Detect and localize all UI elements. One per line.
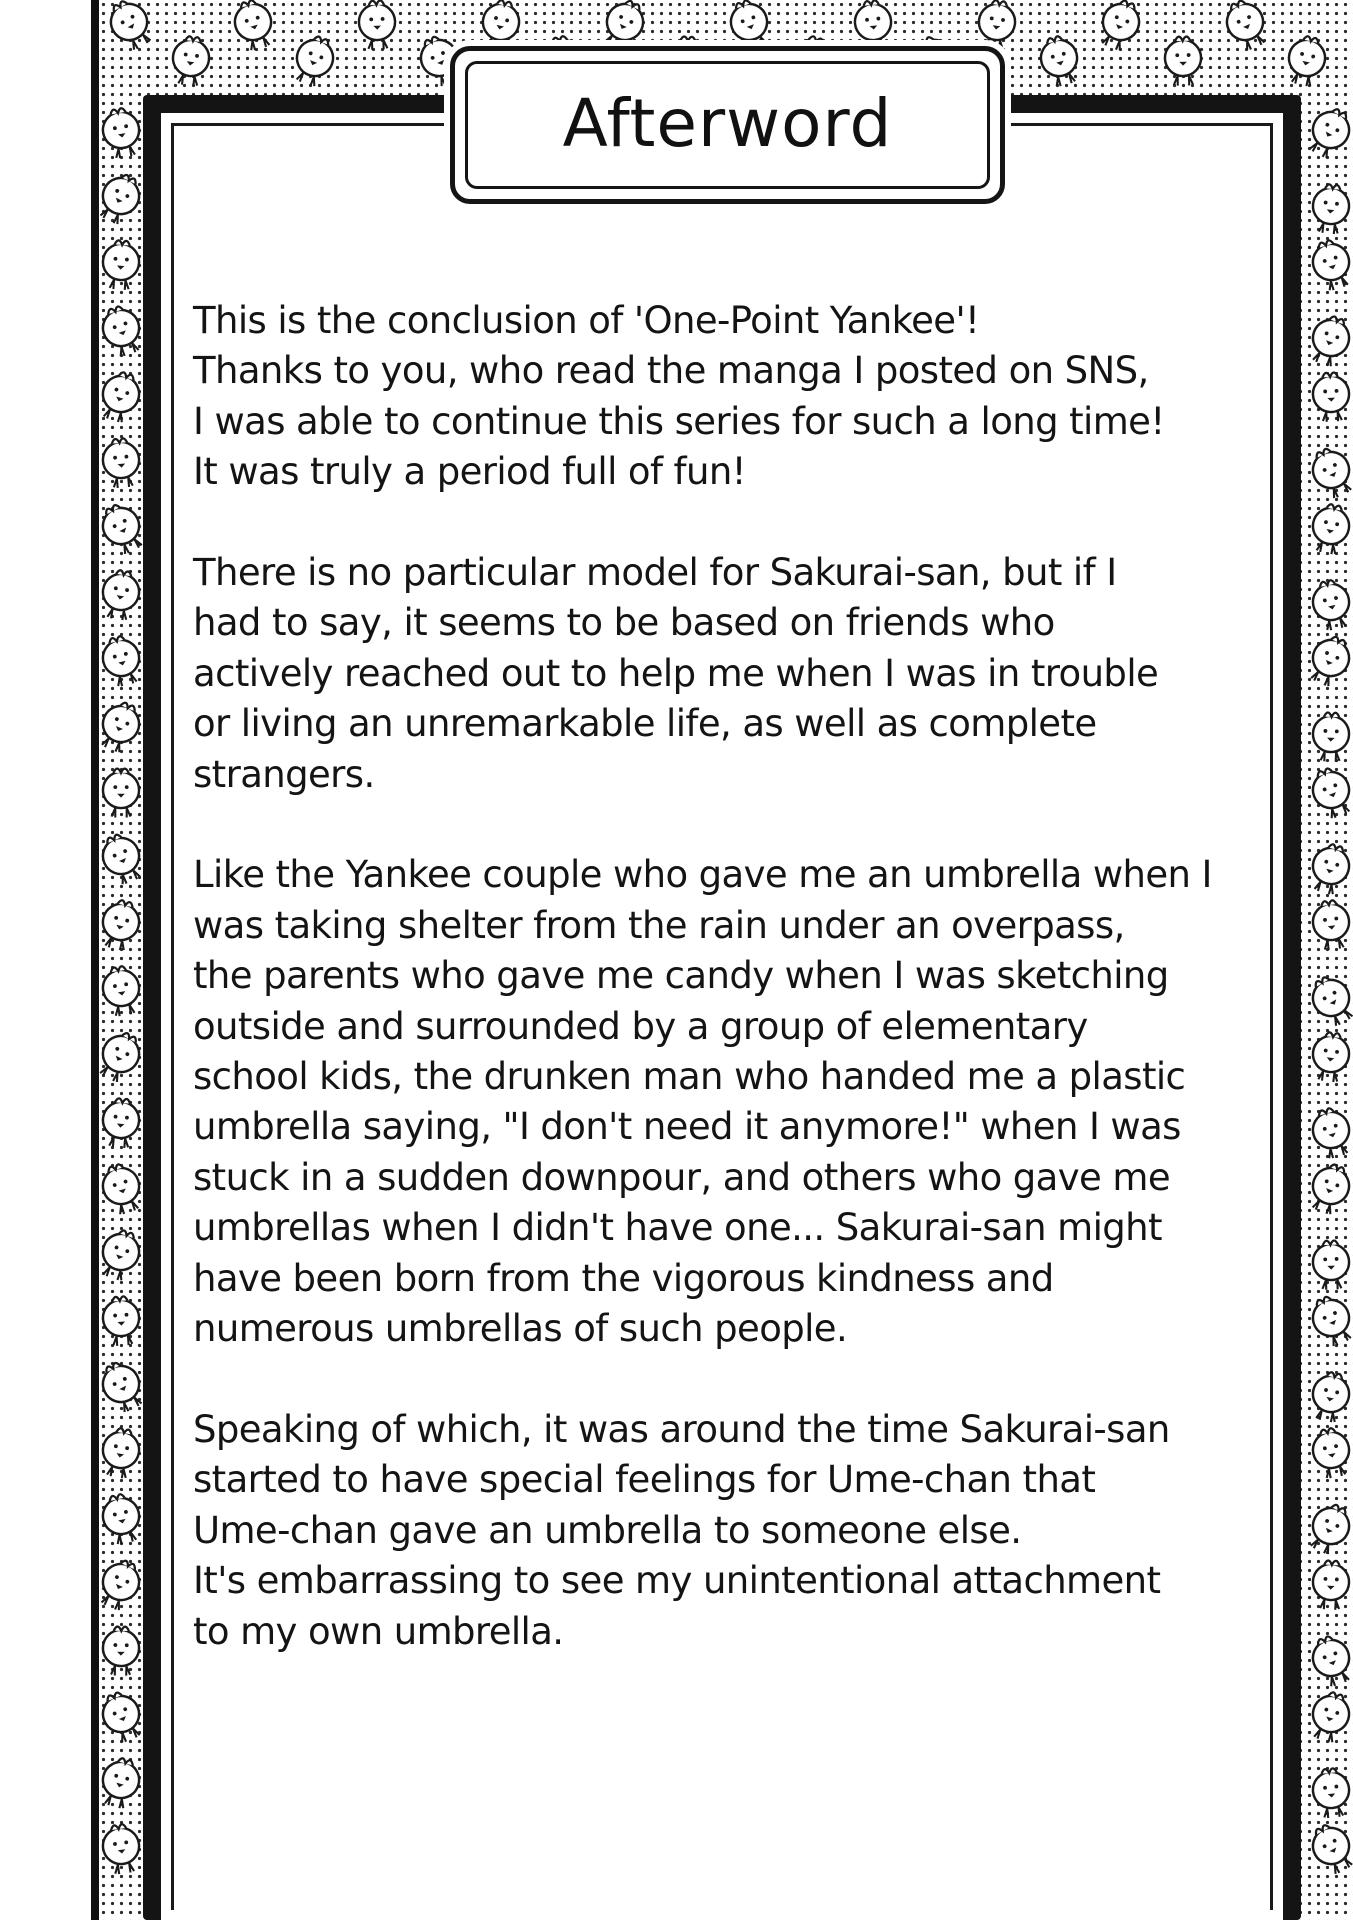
text-line: Like the Yankee couple who gave me an umbrella when I	[193, 853, 1212, 897]
text-line: started to have special feelings for Ume-chan that	[193, 1458, 1096, 1502]
text-line: was taking shelter from the rain under an overpass,	[193, 903, 1125, 947]
text-line: umbrellas when I didn't have one... Sakurai-san might	[193, 1206, 1162, 1250]
text-line: numerous umbrellas of such people.	[193, 1307, 848, 1351]
text-line: actively reached out to help me when I was in trouble	[193, 651, 1159, 695]
gutter-divider	[91, 0, 99, 1920]
text-line: school kids, the drunken man who handed me a plastic	[193, 1055, 1186, 1099]
text-line: I was able to continue this series for such a long time!	[193, 399, 1165, 443]
text-line: Thanks to you, who read the manga I posted on SNS,	[193, 349, 1149, 393]
text-line: It's embarrassing to see my unintentional attachment	[193, 1559, 1161, 1603]
text-line: It was truly a period full of fun!	[193, 450, 746, 494]
title-box	[450, 46, 1005, 204]
text-line: had to say, it seems to be based on friends who	[193, 601, 1055, 645]
text-line: to my own umbrella.	[193, 1609, 564, 1653]
paragraph-1	[193, 296, 1273, 498]
text-line: strangers.	[193, 752, 375, 796]
paragraph-2	[193, 548, 1273, 800]
text-line: have been born from the vigorous kindness and	[193, 1256, 1054, 1300]
afterword-body	[193, 296, 1273, 1707]
text-line: umbrella saying, "I don't need it anymore!" when I was	[193, 1105, 1181, 1149]
text-line: Speaking of which, it was around the time Sakurai-san	[193, 1407, 1170, 1451]
text-line: There is no particular model for Sakurai-san, but if I	[193, 551, 1117, 595]
paragraph-4	[193, 1405, 1273, 1657]
paragraph-3	[193, 850, 1273, 1354]
text-line: or living an unremarkable life, as well as complete	[193, 702, 1097, 746]
text-line: the parents who gave me candy when I was sketching	[193, 954, 1169, 998]
text-line: stuck in a sudden downpour, and others who gave me	[193, 1155, 1170, 1199]
page-gutter	[0, 0, 92, 1920]
text-line: This is the conclusion of 'One-Point Yankee'!	[193, 299, 980, 342]
text-line: Ume-chan gave an umbrella to someone else.	[193, 1508, 1022, 1552]
page-title: Afterword	[562, 85, 893, 162]
text-line: outside and surrounded by a group of elementary	[193, 1004, 1088, 1048]
